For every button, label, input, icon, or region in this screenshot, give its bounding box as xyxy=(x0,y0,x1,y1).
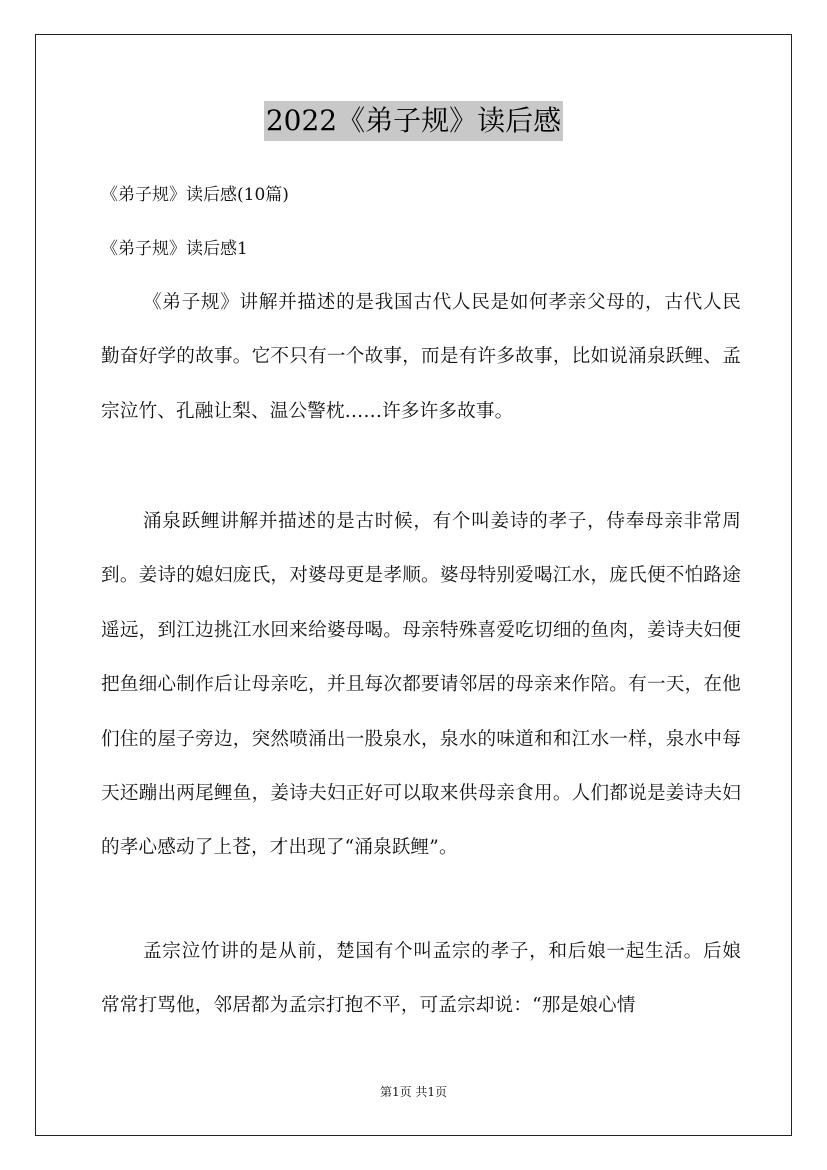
document-subtitle: 《弟子规》读后感(10篇) xyxy=(101,185,289,205)
title-container xyxy=(0,101,827,141)
paragraph-2: 涌泉跃鲤讲解并描述的是古时候，有个叫姜诗的孝子，侍奉母亲非常周到。姜诗的媳妇庞氏，对婆母更是孝顺。婆母特别爱喝江水，庞氏便不怕路途遥远，到江边挑江水回来给婆母喝。母亲特殊喜爱吃切细的鱼肉，姜诗夫妇便把鱼细心制作后让母亲吃，并且每次都要请邻居的母亲来作陪。有一天，在他们住的屋子旁边，突然喷涌出一股泉水，泉水的味道和和江水一样，泉水中每天还蹦出两尾鲤鱼，姜诗夫妇正好可以取来供母亲食用。人们都说是姜诗夫妇的孝心感动了上苍，才出现了“涌泉跃鲤”。 xyxy=(101,511,741,859)
paragraph-3: 孟宗泣竹讲的是从前，楚国有个叫孟宗的孝子，和后娘一起生活。后娘常常打骂他，邻居都为孟宗打抱不平，可孟宗却说：“那是娘心情 xyxy=(101,941,741,1017)
section-heading: 《弟子规》读后感1 xyxy=(101,239,248,259)
paragraph-1: 《弟子规》讲解并描述的是我国古代人民是如何孝亲父母的，古代人民勤奋好学的故事。它不只有一个故事，而是有许多故事，比如说涌泉跃鲤、孟宗泣竹、孔融让梨、温公警枕……许多许多故事。 xyxy=(101,292,741,422)
document-title: 2022《弟子规》读后感 xyxy=(264,101,563,141)
page-footer: 第1页 共1页 xyxy=(379,1085,448,1099)
